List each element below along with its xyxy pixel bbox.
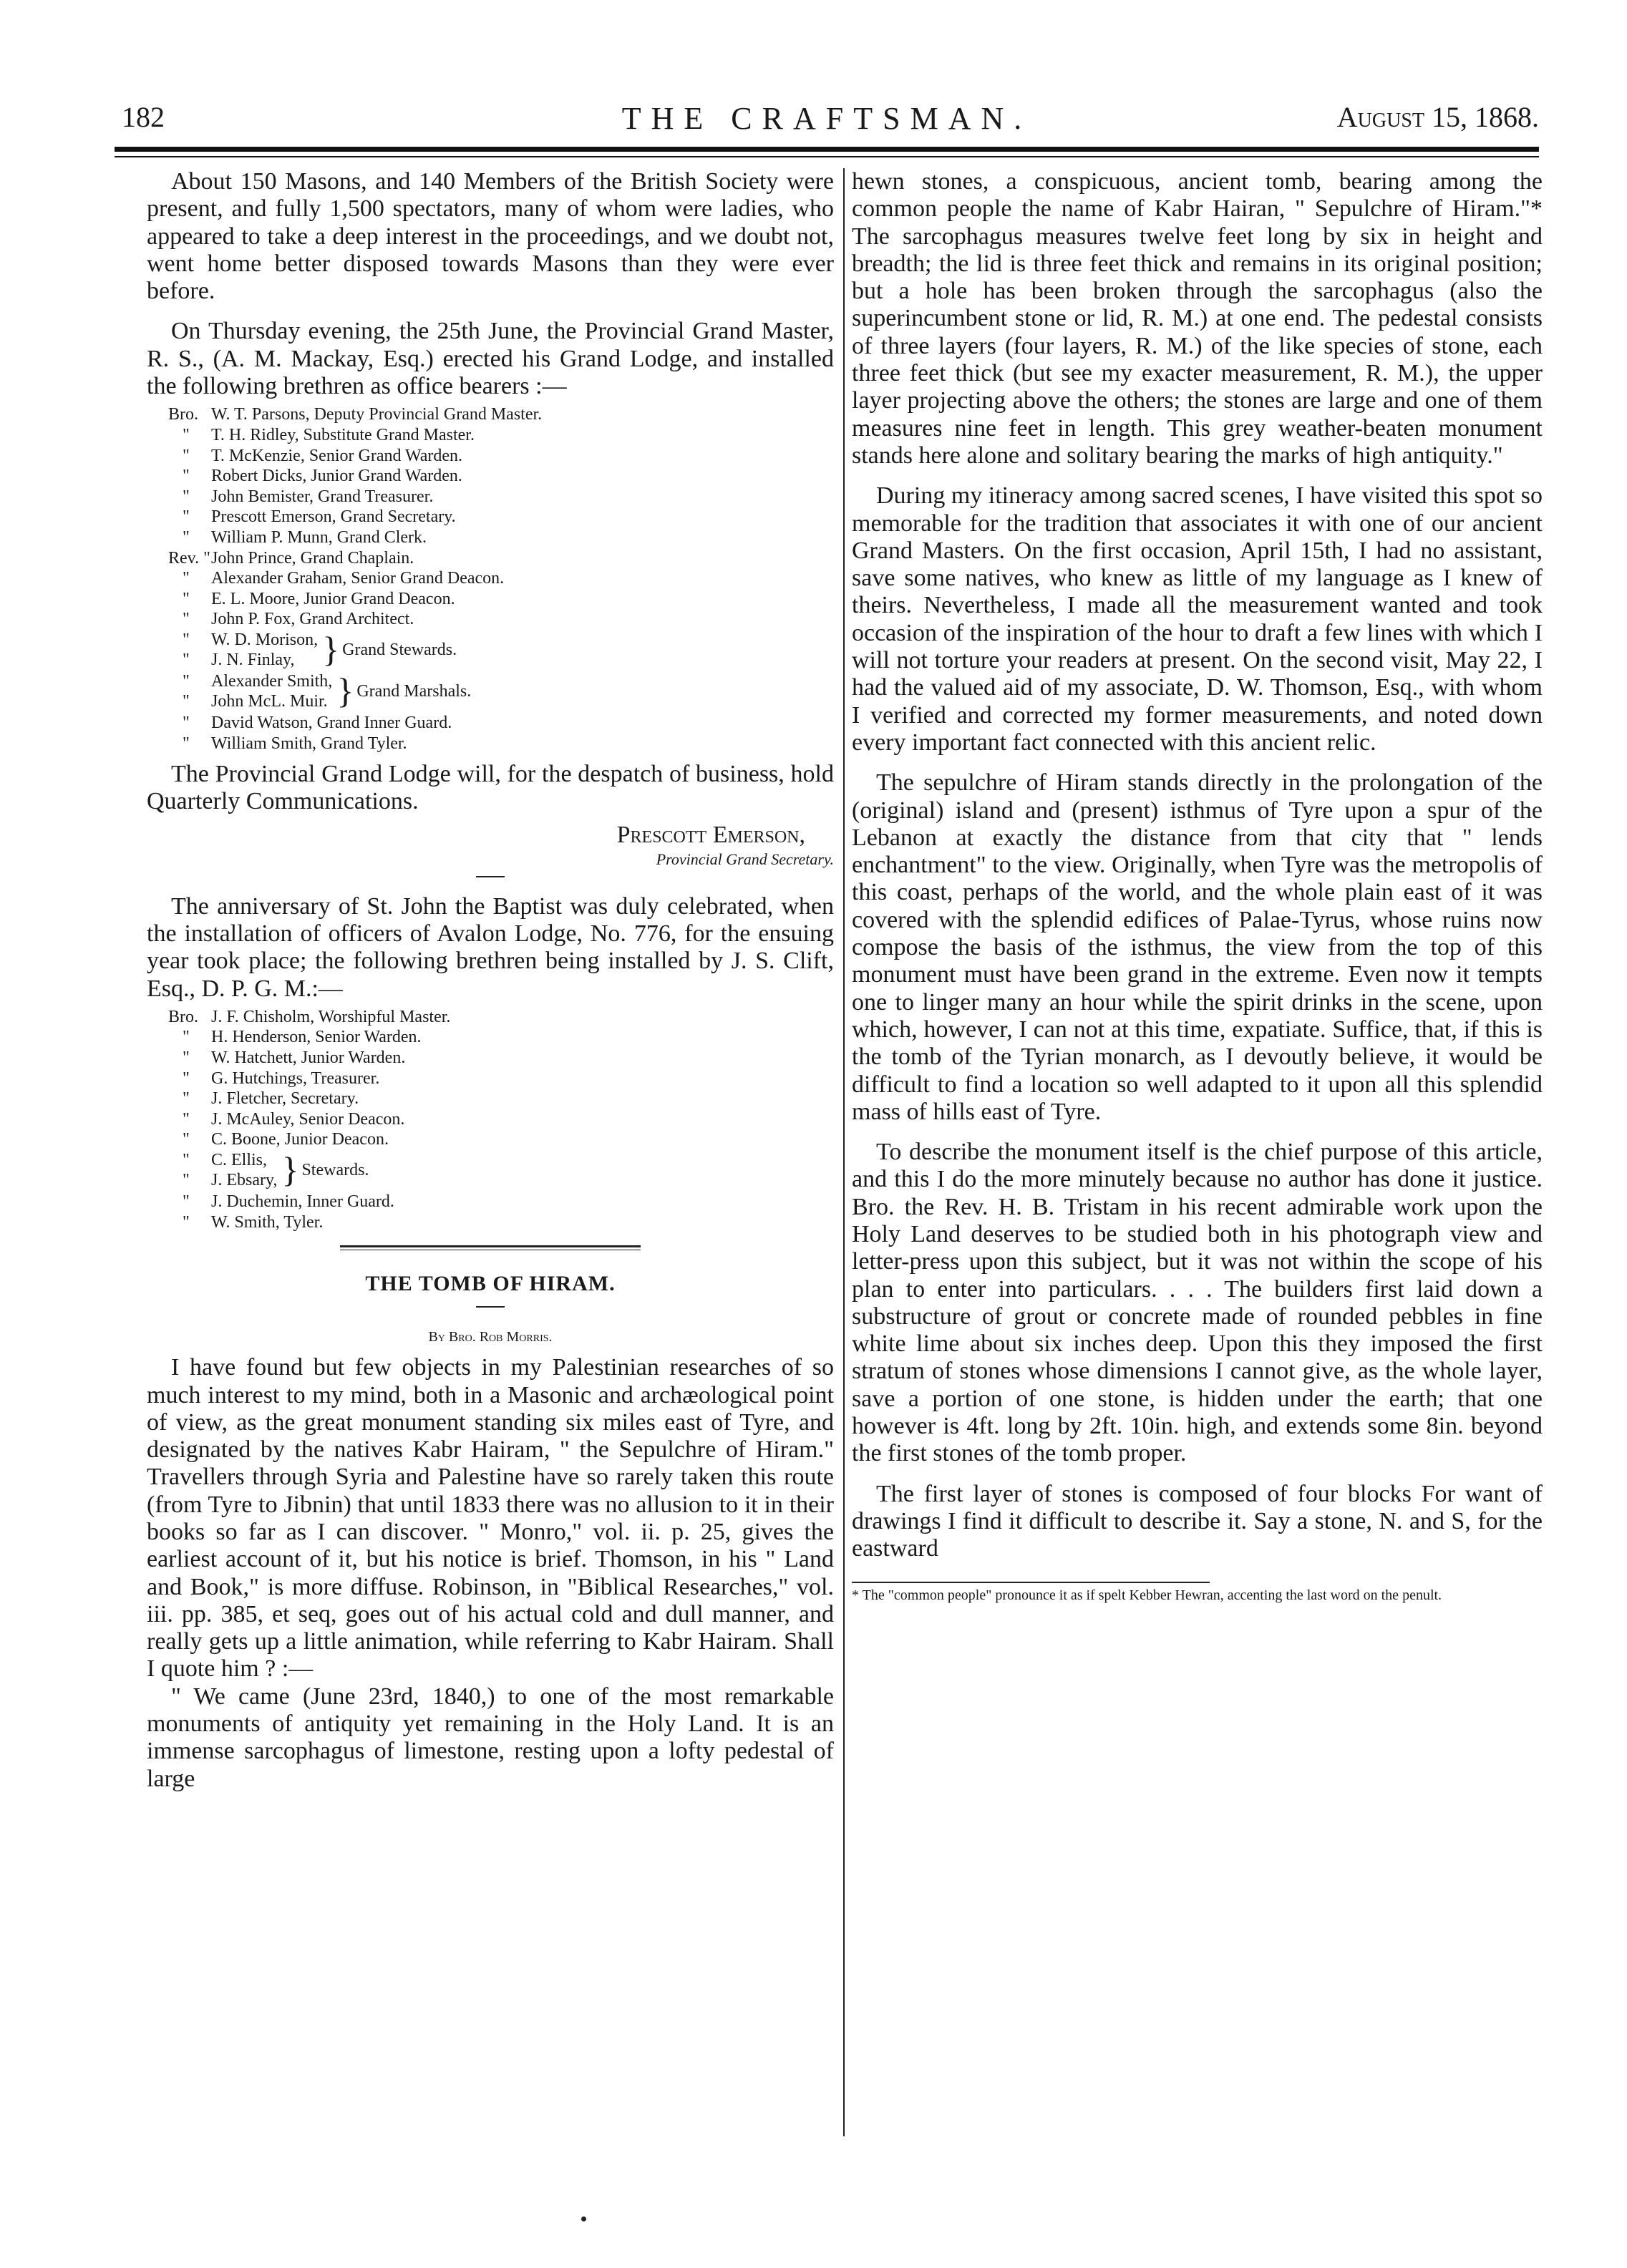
header-rule (115, 147, 1539, 152)
list-item: " W. Smith, Tyler. (183, 1212, 324, 1232)
title-rule (476, 1306, 505, 1308)
paragraph: The anniversary of St. John the Baptist was duly celebrated, when the installation of officers of Avalon Lodge, No. 776, for the ensuing year took place; the following brethren being installed by J. S. Clift, Esq., D. P. G. M.:— (147, 892, 834, 1002)
paragraph: During my itineracy among sacred scenes, I have visited this spot so memorable for the tradition that associates it with one of our ancient Grand Masters. On the first occasion, April 15th, I had no assistant, save some natives, who knew as little of my language as I knew of theirs. Nevertheless, I made all the measurement wanted and took occasion of the inspiration of the hour to draft a few lines with which I will not torture your readers at present. On the second visit, May 22, I had the valued aid of my associate, D. W. Thomson, Esq., with whom I verified and corrected my former measurements, and noted down every important fact connected with this ancient relic. (852, 482, 1543, 756)
left-column (147, 168, 834, 1793)
list-item: Bro. J. F. Chisholm, Worshipful Master. (168, 1007, 451, 1026)
paragraph: The Provincial Grand Lodge will, for the despatch of business, hold Quarterly Communications. (147, 761, 834, 815)
list-item: " H. Henderson, Senior Warden. (183, 1028, 422, 1047)
section-rule (476, 876, 505, 877)
article-separator (340, 1245, 641, 1250)
lodge-officer-list (147, 1007, 834, 1150)
paragraph: " We came (June 23rd, 1840,) to one of the most remarkable monuments of antiquity yet remaining in the Holy Land. It is an immense sarcophagus of limestone, resting upon a lofty pedestal of large (147, 1683, 834, 1792)
list-item: " T. H. Ridley, Substitute Grand Master. (183, 425, 475, 444)
list-item: " Alexander Graham, Senior Grand Deacon. (183, 569, 505, 588)
article-title: THE TOMB OF HIRAM. (365, 1272, 616, 1296)
list-item: " William Smith, Grand Tyler. (183, 734, 407, 753)
officer-list (147, 404, 834, 630)
list-item: " W. Hatchett, Junior Warden. (183, 1048, 406, 1068)
list-item: Rev. " John Prince, Grand Chaplain. (168, 548, 414, 568)
officer-list-tail (147, 713, 834, 754)
list-item: " Prescott Emerson, Grand Secretary. (183, 507, 456, 527)
list-item: " John Bemister, Grand Treasurer. (183, 487, 434, 506)
paragraph: On Thursday evening, the 25th June, the Provincial Grand Master, R. S., (A. M. Mackay, Esq.) erected his Grand Lodge, and installed the following brethren as office bearers :— (147, 318, 834, 400)
paragraph: I have found but few objects in my Palestinian researches of so much interest to my mind, both in a Masonic and archæological point of view, as the great monument standing six miles east of Tyre, and designated by the natives Kabr Hairam, " the Sepulchre of Hiram." Travellers through Syria and Palestine have so rarely taken this route (from Tyre to Jibnin) that until 1833 there was no allusion to it in their books so far as I can discover. " Monro," vol. ii. p. 25, gives the earliest account of it, but his notice is brief. Thomson, in his " Land and Book," is more diffuse. Robinson, in "Biblical Researches," vol. iii. pp. 385, et seq, goes out of his actual cold and dull manner, and really gets up a little animation, while referring to Kabr Hairam. Shall I quote him ? :— (147, 1354, 834, 1683)
page-number: 182 (122, 101, 165, 133)
grand-marshals-entry: " " Alexander Smith, John McL. Muir. } Grand Marshals. (183, 670, 472, 711)
list-item: Bro. W. T. Parsons, Deputy Provincial Grand Master. (168, 405, 543, 424)
list-item: " C. Boone, Junior Deacon. (183, 1130, 389, 1149)
issue-date: August 15, 1868. (1336, 101, 1539, 133)
list-item: " Robert Dicks, Junior Grand Warden. (183, 467, 462, 486)
grand-stewards-entry: " " W. D. Morison, J. N. Finlay, } Grand Stewards. (183, 628, 457, 669)
lodge-officer-list-tail (147, 1192, 834, 1232)
footnote: * The "common people" pronounce it as if spelt Kebber Hewran, accenting the last word on the penult. (852, 1587, 1442, 1603)
signature-name: Prescott Emerson, (616, 821, 805, 848)
list-item: " William P. Munn, Grand Clerk. (183, 527, 427, 547)
header-rule-thin (115, 156, 1539, 157)
right-column (852, 168, 1543, 1603)
list-item: " E. L. Moore, Junior Grand Deacon. (183, 589, 455, 608)
paragraph: About 150 Masons, and 140 Members of the British Society were present, and fully 1,500 spectators, many of whom were ladies, who appeared to take a deep interest in the proceedings, and we doubt not, went home better disposed towards Masons than they were ever before. (147, 168, 834, 305)
list-item: " J. McAuley, Senior Deacon. (183, 1109, 405, 1129)
page-header (115, 100, 1539, 143)
lodge-stewards-entry: " " C. Ellis, J. Ebsary, } Stewards. (183, 1149, 369, 1190)
page-ornament (581, 2216, 586, 2221)
paragraph: hewn stones, a conspicuous, ancient tomb, bearing among the common people the name of Kabr Hairan, " Sepulchre of Hiram."* The sarcophagus measures twelve feet long by six in height and breadth; the lid is three feet thick and remains in its original position; but a hole has been broken through the sarcophagus (also the superincumbent stone or lid, R. M.) at one end. The pedestal consists of three layers (four layers, R. M.) of the like species of stone, each three feet thick (but see my exacter measurement, R. M.), the upper layer projecting above the others; the stones are large and one of them measures nine feet in length. This grey weather-beaten monument stands here alone and solitary bearing the marks of high antiquity." (852, 168, 1543, 469)
paragraph: The sepulchre of Hiram stands directly in the prolongation of the (original) island and (present) isthmus of Tyre upon a spur of the Lebanon at exactly the distance from that city that " lends enchantment" to the view. Originally, when Tyre was the metropolis of this coast, perhaps of the world, and the whole plain east of it was covered with the splendid edifices of Palae-Tyrus, whose ruins now compose the basis of the isthmus, the view from the top of this monument must have been grand in the extreme. Even now it tempts one to linger many an hour while the spirit drinks in the scene, upon which, however, I can not at this time, expatiate. Suffice, that, if this is the tomb of the Tyrian monarch, as I devoutly believe, it would be difficult to find a location so well adapted to it upon all this splendid mass of hills east of Tyre. (852, 769, 1543, 1125)
list-item: " John P. Fox, Grand Architect. (183, 610, 414, 629)
list-item: " T. McKenzie, Senior Grand Warden. (183, 446, 463, 465)
column-divider (843, 168, 845, 2136)
list-item: " G. Hutchings, Treasurer. (183, 1069, 380, 1088)
publication-title: THE CRAFTSMAN. (621, 101, 1032, 136)
list-item: " J. Fletcher, Secretary. (183, 1089, 359, 1109)
paragraph: To describe the monument itself is the chief purpose of this article, and this I do the more minutely because no author has done it justice. Bro. the Rev. H. B. Tristam in his recent admirable work upon the Holy Land deserves to be studied both in his photograph view and letter-press upon this subject, but it was not within the scope of his plan to enter into particulars. . . . The builders first laid down a substructure of grout or concrete made of rounded pebbles in fine white lime about six inches deep. Upon this they imposed the first stratum of stones whose dimensions I cannot give, as the whole layer, save a portion of one stone, is hidden under the earth; that one however is 4ft. long by 2ft. 10in. high, and extends some 8in. beyond the first stones of the tomb proper. (852, 1139, 1543, 1467)
list-item: " J. Duchemin, Inner Guard. (183, 1192, 394, 1212)
paragraph: The first layer of stones is composed of four blocks For want of drawings I find it difficult to describe it. Say a stone, N. and S, for the eastward (852, 1480, 1543, 1562)
signature-title: Provincial Grand Secretary. (656, 850, 834, 868)
list-item: " David Watson, Grand Inner Guard. (183, 713, 452, 732)
article-byline: By Bro. Rob Morris. (428, 1329, 553, 1345)
footnote-rule (852, 1582, 1210, 1583)
